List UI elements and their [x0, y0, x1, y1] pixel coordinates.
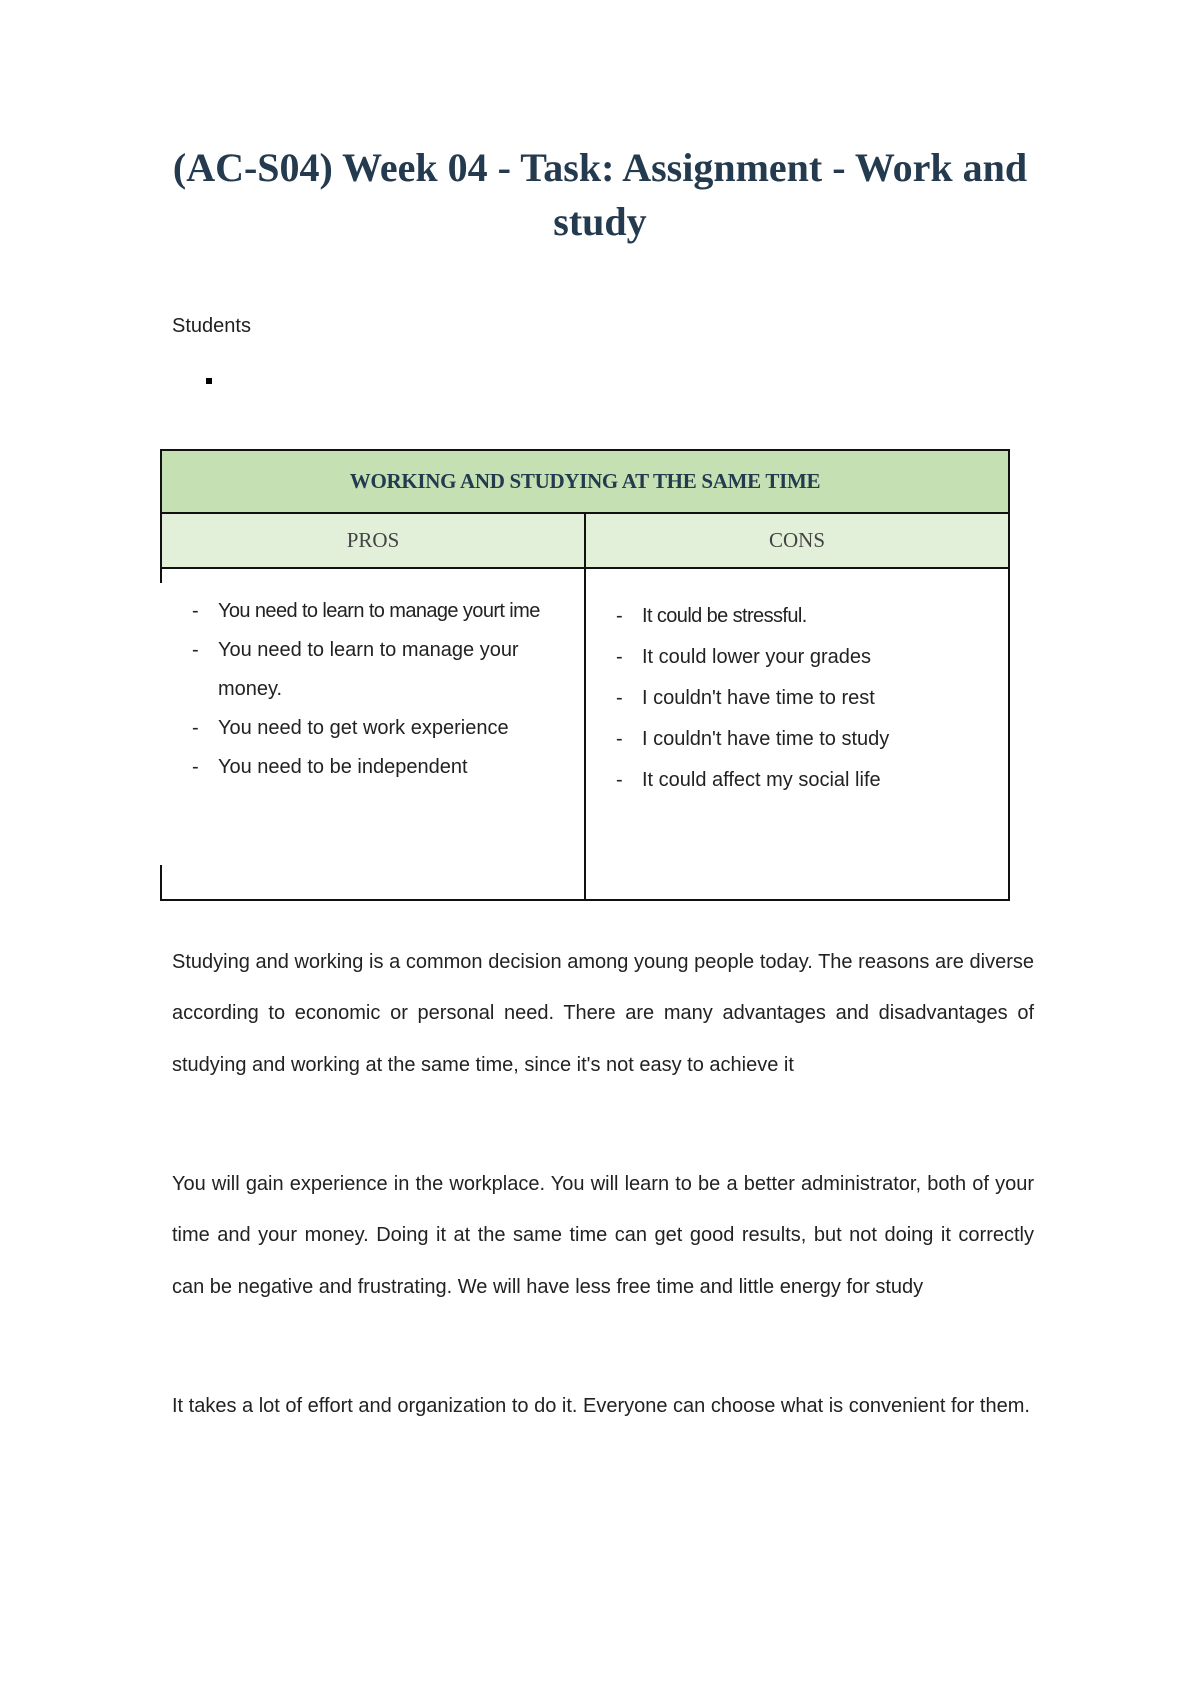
pros-list-item: - You need to learn to manage your money.: [162, 631, 560, 709]
pros-list-item: - You need to learn to manage yourt ime: [162, 592, 560, 631]
page-title: (AC-S04) Week 04 - Task: Assignment - Work and study: [172, 145, 1028, 244]
cons-list-item: - I couldn't have time to rest: [586, 678, 988, 719]
table-header: WORKING AND STUDYING AT THE SAME TIME: [161, 450, 1009, 513]
students-list-item: [206, 378, 212, 384]
body-paragraph: Studying and working is a common decision among young people today. The reasons are diverse according to economic or personal need. There are many advantages and disadvantages of studying and working at the same time, since it's not easy to achieve it: [172, 951, 1034, 1076]
students-list: [206, 372, 212, 384]
body-paragraph: You will gain experience in the workplace. You will learn to be a better administrator, both of your time and your money. Doing it at the same time can get good results, but not doing it correctly can be negative and frustrating. We will have less free time and little energy for study: [172, 1173, 1034, 1298]
pros-list: [162, 592, 584, 787]
pros-list-item: - You need to be independent: [162, 748, 560, 787]
cons-list-item: - It could lower your grades: [586, 637, 988, 678]
cell-border-fragment: [160, 865, 162, 899]
pros-cons-table-wrap: [160, 449, 1010, 901]
cell-border-fragment: [160, 569, 162, 583]
pros-cons-table: [160, 449, 1010, 901]
pros-cell: [161, 568, 585, 900]
body-paragraph: It takes a lot of effort and organization to do it. Everyone can choose what is convenient for them.: [172, 1395, 1030, 1417]
cons-list-item: - It could affect my social life: [586, 760, 988, 801]
pros-list-item: - You need to get work experience: [162, 709, 560, 748]
cons-list-item: - It could be stressful.: [586, 596, 988, 637]
pros-column-header: PROS: [161, 513, 585, 568]
students-label: Students: [172, 315, 251, 337]
cons-list-item: - I couldn't have time to study: [586, 719, 988, 760]
cons-list: [586, 596, 1008, 801]
cons-cell: [585, 568, 1009, 900]
cons-column-header: CONS: [585, 513, 1009, 568]
